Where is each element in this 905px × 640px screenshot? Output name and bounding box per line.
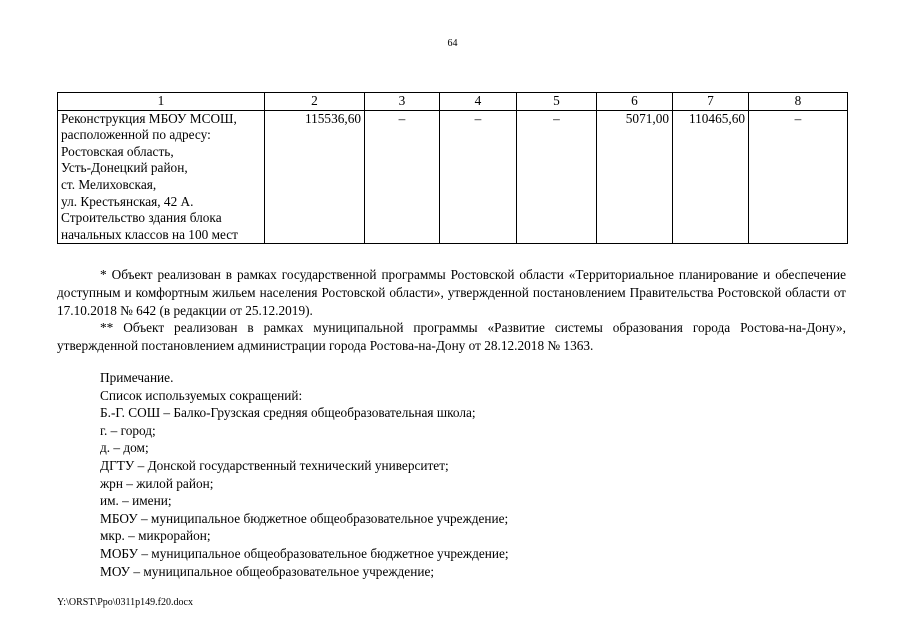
- abbreviations-note: [100, 369, 840, 580]
- table-header-row: [58, 93, 848, 111]
- column-header: 7: [673, 93, 749, 111]
- value-cell-col5: –: [517, 110, 597, 244]
- value-cell-col8: –: [749, 110, 848, 244]
- abbreviation-item: мкр. – микрорайон;: [100, 528, 211, 544]
- value-cell-col4: –: [440, 110, 517, 244]
- data-table: [57, 92, 848, 244]
- note-title: Примечание.: [100, 370, 174, 385]
- column-header: 6: [597, 93, 673, 111]
- abbreviation-item: д. – дом;: [100, 440, 149, 456]
- object-name-line: Усть-Донецкий район,: [61, 160, 188, 176]
- object-name-line: расположенной по адресу:: [61, 127, 211, 143]
- object-name-line: ст. Мелиховская,: [61, 176, 157, 192]
- value-cell-col2: 115536,60: [265, 110, 365, 244]
- object-name-line: начальных классов на 100 мест: [61, 226, 238, 242]
- abbreviation-item: им. – имени;: [100, 493, 172, 509]
- object-name-line: ул. Крестьянская, 42 А.: [61, 193, 194, 209]
- footnote-state-program: * Объект реализован в рамках государственной программы Ростовской области «Территориальное планирование и обеспечение доступным и комфортным жильем населения Ростовской области», утвержденной постановлением Правительства Ростовской области от 17.10.2018 № 642 (в редакции от 25.12.2019).: [57, 267, 846, 318]
- note-subtitle: Список используемых сокращений:: [100, 387, 303, 403]
- abbreviation-item: г. – город;: [100, 422, 156, 438]
- object-name-line: Ростовская область,: [61, 143, 174, 159]
- value-cell-col6: 5071,00: [597, 110, 673, 244]
- abbreviation-item: ДГТУ – Донской государственный технический университет;: [100, 457, 449, 473]
- object-name-line: Строительство здания блока: [61, 210, 222, 226]
- value-cell-col3: –: [365, 110, 440, 244]
- column-header: 3: [365, 93, 440, 111]
- table-row: [58, 110, 848, 244]
- column-header: 8: [749, 93, 848, 111]
- column-header: 4: [440, 93, 517, 111]
- abbreviation-item: Б.-Г. СОШ – Балко-Грузская средняя общеобразовательная школа;: [100, 405, 476, 421]
- column-header: 1: [58, 93, 265, 111]
- object-name-line: Реконструкция МБОУ МСОШ,: [61, 110, 237, 126]
- column-header: 5: [517, 93, 597, 111]
- object-name-cell: [58, 110, 265, 244]
- abbreviation-item: МБОУ – муниципальное бюджетное общеобразовательное учреждение;: [100, 510, 509, 526]
- abbreviation-item: МОУ – муниципальное общеобразовательное учреждение;: [100, 563, 435, 579]
- file-path: Y:\ORST\Ppo\0311p149.f20.docx: [57, 597, 193, 608]
- column-header: 2: [265, 93, 365, 111]
- footnote-municipal-program: ** Объект реализован в рамках муниципальной программы «Развитие системы образования города Ростова-на-Дону», утвержденной постановлением администрации города Ростова-на-Дону от 28.12.2018 № 1363.: [57, 320, 846, 354]
- value-cell-col7: 110465,60: [673, 110, 749, 244]
- abbreviation-item: МОБУ – муниципальное общеобразовательное бюджетное учреждение;: [100, 545, 509, 561]
- page-number: 64: [447, 38, 458, 49]
- footnotes: [57, 266, 846, 355]
- abbreviation-item: жрн – жилой район;: [100, 475, 214, 491]
